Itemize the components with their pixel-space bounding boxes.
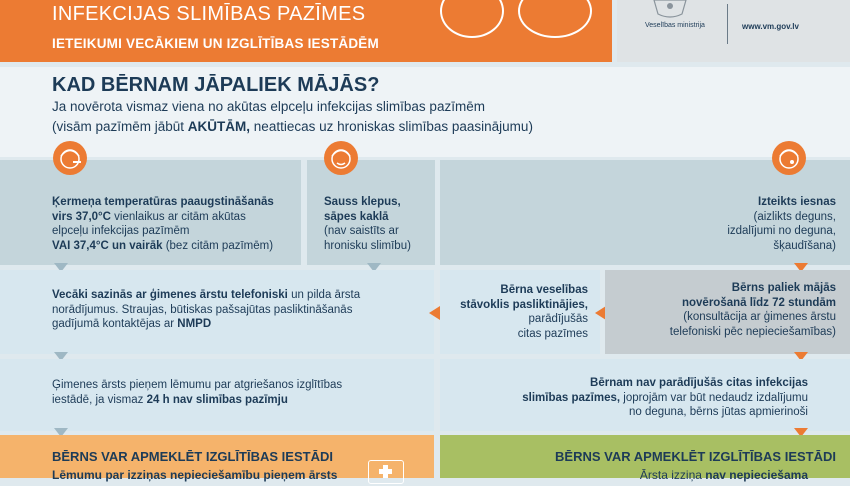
arrow-left-icon bbox=[429, 306, 440, 320]
medical-certificate-icon bbox=[368, 460, 404, 484]
call-doctor-box: Vecāki sazinās ar ģimenes ārstu telefoniski un pilda ārsta norādījumus. Straujas, būtiskas pašsajūtas pasliktināšanās gadījumā kontaktējas ar NMPD bbox=[0, 270, 434, 354]
outcome-title: BĒRNS VAR APMEKLĒT IZGLĪTĪBAS IESTĀDI bbox=[555, 449, 836, 464]
no-other-symptoms-box: Bērnam nav parādījušās citas infekcijas slimības pazīmes, joprojām var būt nedaudz izdalījumu no deguna, bērns jūtas apmierinoši bbox=[440, 359, 850, 431]
outcome-subtitle: Ārsta izziņa nav nepieciešama bbox=[639, 468, 808, 482]
question-title: KAD BĒRNAM JĀPALIEK MĀJĀS? bbox=[52, 74, 380, 96]
outcome-no-certificate bbox=[440, 435, 850, 482]
sick-child-icon bbox=[53, 141, 87, 175]
cough-symptom-box: Sauss klepus, sāpes kaklā (nav saistīts ar hronisku slimību) bbox=[307, 160, 435, 265]
header-divider bbox=[727, 4, 728, 44]
ministry-name: Veselības ministrija bbox=[645, 22, 705, 29]
header-subtitle: IETEIKUMI VECĀKIEM UN IZGLĪTĪBAS IESTĀDĒM bbox=[52, 36, 379, 51]
ministry-logo-icon bbox=[652, 0, 688, 20]
website-link[interactable]: www.vm.gov.lv bbox=[742, 22, 799, 31]
doctor-decision-box: Ģimenes ārsts pieņem lēmumu par atgriešanos izglītības iestādē, ja vismaz 24 h nav slimības pazīmju bbox=[0, 359, 434, 431]
coughing-child-icon bbox=[324, 141, 358, 175]
header-title: INFEKCIJAS SLIMĪBAS PAZĪMES bbox=[52, 3, 366, 25]
outcome-title: BĒRNS VAR APMEKLĒT IZGLĪTĪBAS IESTĀDI bbox=[52, 449, 333, 464]
outcome-doctor-decides bbox=[0, 435, 434, 482]
outcome-subtitle: Lēmumu par izziņas nepieciešamību pieņem ārsts bbox=[52, 468, 338, 482]
question-line-2: (visām pazīmēm jābūt AKŪTĀM, neattiecas uz hroniskas slimības paasinājumu) bbox=[52, 119, 533, 134]
fever-symptom-box: Ķermeņa temperatūras paaugstināšanās virs 37,0°C vienlaikus ar citām akūtas elpceļu infekcijas pazīmēm VAI 37,4°C un vairāk (bez citām pazīmēm) bbox=[0, 160, 301, 265]
stay-home-box: Bērns paliek mājās novērošanā līdz 72 stundām (konsultācija ar ģimenes ārstu telefoniski pēc nepieciešamības) bbox=[605, 270, 850, 354]
runny-nose-symptom-box: Izteikts iesnas (aizlikts deguns, izdalījumi no deguna, šķaudīšana) bbox=[440, 160, 850, 265]
question-line-1: Ja novērota vismaz viena no akūtas elpceļu infekcijas slimības pazīmēm bbox=[52, 99, 485, 114]
condition-worsened-box: Bērna veselības stāvoklis pasliktinājies, parādījušās citas pazīmes bbox=[440, 270, 600, 354]
runny-nose-child-icon bbox=[772, 141, 806, 175]
